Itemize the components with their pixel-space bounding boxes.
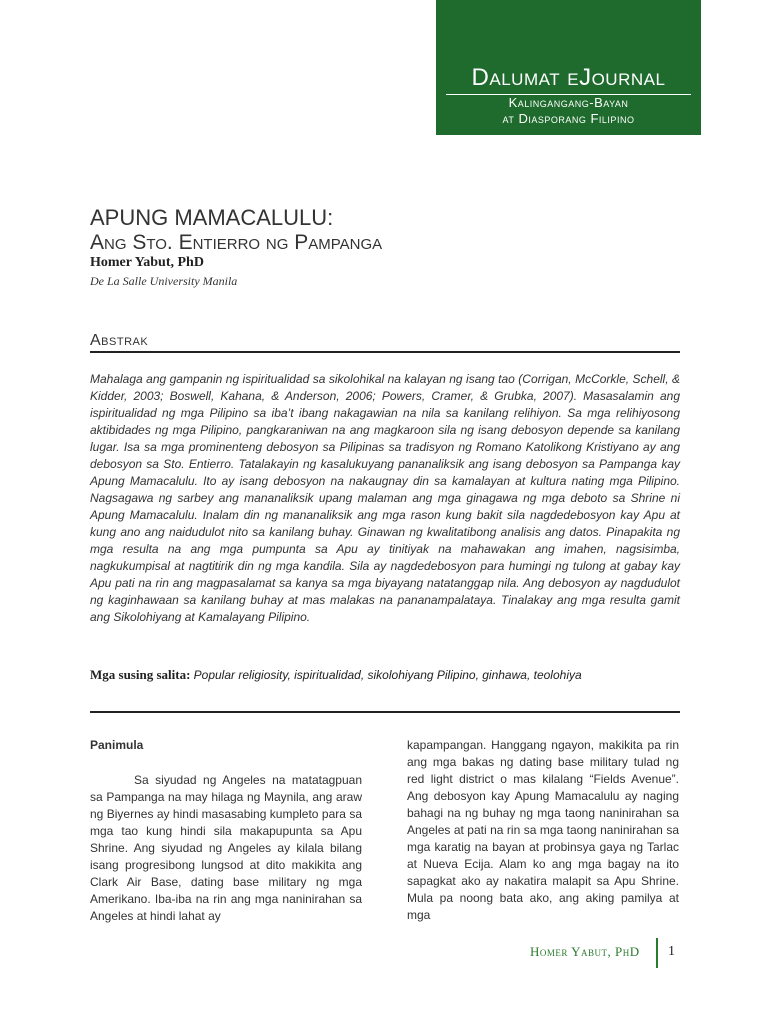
- journal-subtitle-line-2: at Diasporang Filipino: [502, 111, 635, 126]
- body-paragraph-right: kapampangan. Hanggang ngayon, makikita pa rin ang mga bakas ng dating base military tulad ng red light district o mas kilalang “Fields Avenue”. Ang debosyon kay Apung Mamacalulu ay naging bahagi na ng buhay ng mga taong naninirahan sa Angeles at pati na rin sa mga taong naninirahan sa mga karatig na bayan at probinsya gaya ng Tarlac at Nueva Ecija. Alam ko ang mga bagay na ito sapagkat ako ay nakatira malapit sa Apu Shrine. Mula pa noong bata ako, ang aking pamilya at mga: [407, 738, 679, 922]
- body-column-left: [90, 737, 362, 925]
- body-column-right: [407, 737, 679, 924]
- page-number: 1: [668, 944, 675, 959]
- section-divider-rule: [90, 711, 680, 713]
- journal-subtitle-line-1: Kalingangang-Bayan: [508, 95, 629, 110]
- abstract-top-rule: [90, 351, 680, 353]
- journal-banner: [436, 0, 701, 135]
- article-affiliation: De La Salle University Manila: [90, 274, 238, 288]
- article-title-main: APUNG MAMACALULU:: [90, 205, 334, 230]
- journal-subtitle: [436, 95, 701, 127]
- keywords-label: Mga susing salita:: [90, 667, 191, 682]
- section-heading: Panimula: [90, 738, 144, 752]
- footer-divider: [656, 938, 658, 968]
- journal-title: Dalumat eJournal: [471, 64, 666, 91]
- article-author: Homer Yabut, PhD: [90, 255, 204, 270]
- keywords-text: Popular religiosity, ispiritualidad, sikolohiyang Pilipino, ginhawa, teolohiya: [193, 668, 582, 682]
- body-paragraph-left: Sa siyudad ng Angeles na matatagpuan sa Pampanga na may hilaga ng Maynila, ang araw ng Biyernes ay hindi masasabing kumpleto para sa mga tao kung hindi sila makapupunta sa Apu Shrine. Ang siyudad ng Angeles ay kilala bilang isang progresibong lungsod at dito makikita ang Clark Air Base, dating base military ng mga Amerikano. Iba-iba na rin ang mga naninirahan sa Angeles at hindi lahat ay: [90, 773, 362, 923]
- article-title-sub: Ang Sto. Entierro ng Pampanga: [90, 231, 383, 254]
- abstract-text: Mahalaga ang gampanin ng ispiritualidad sa sikolohikal na kalayan ng isang tao (Corrigan, McCorkle, Schell, & Kidder, 2003; Boswell, Kahana, & Anderson, 2006; Powers, Cramer, & Grubka, 2007). Masasalamin ang ispiritualidad ng mga Pilipino sa iba’t ibang nakagawian na nila sa kanilang relihiyon. Sa mga relihiyosong aktibidades ng mga Pilipino, pangkaraniwan na ang magkaroon sila ng isang debosyon depende sa kanilang lugar. Isa sa mga prominenteng debosyon sa Pilipinas sa tradisyon ng Romano Katolikong Kristiyano ay ang debosyon sa Sto. Entierro. Tatalakayin ng kasalukuyang pananaliksik ang isang debosyon sa Pampanga kay Apung Mamacalulu. Ito ay isang debosyon na nakaugnay din sa kamalayan at kultura nating mga Pilipino. Nagsagawa ng sarbey ang mananaliksik upang malaman ang mga ginagawa ng mga deboto sa Shrine ni Apung Mamacalulu. Inalam din ng mananaliksik ang mga rason kung bakit sila nagdedebosyon kay Apu at kung ano ang naidudulot nito sa kanilang buhay. Ginawan ng kwalitatibong analisis ang datos. Pinapakita ng mga resulta na ang mga pumpunta sa Apu ay tinitiyak na mahawakan ang imahen, nagsisimba, nagkukumpisal at nagtitirik din ng mga kandila. Sila ay nagdedebosyon para humingi ng tulong at gabay kay Apu pati na rin ang magpasalamat sa kanya sa mga biyayang natatanggap nila. Ang debosyon ay nagdudulot ng kaginhawaan sa kanilang buhay at mas malakas na pananampalataya. Tinalakay ang mga resulta gamit ang Sikolohiyang at Kamalayang Pilipino.: [90, 372, 680, 624]
- keywords-line: [90, 667, 690, 683]
- footer-author: Homer Yabut, PhD: [530, 944, 640, 959]
- abstract-heading: Abstrak: [90, 332, 149, 349]
